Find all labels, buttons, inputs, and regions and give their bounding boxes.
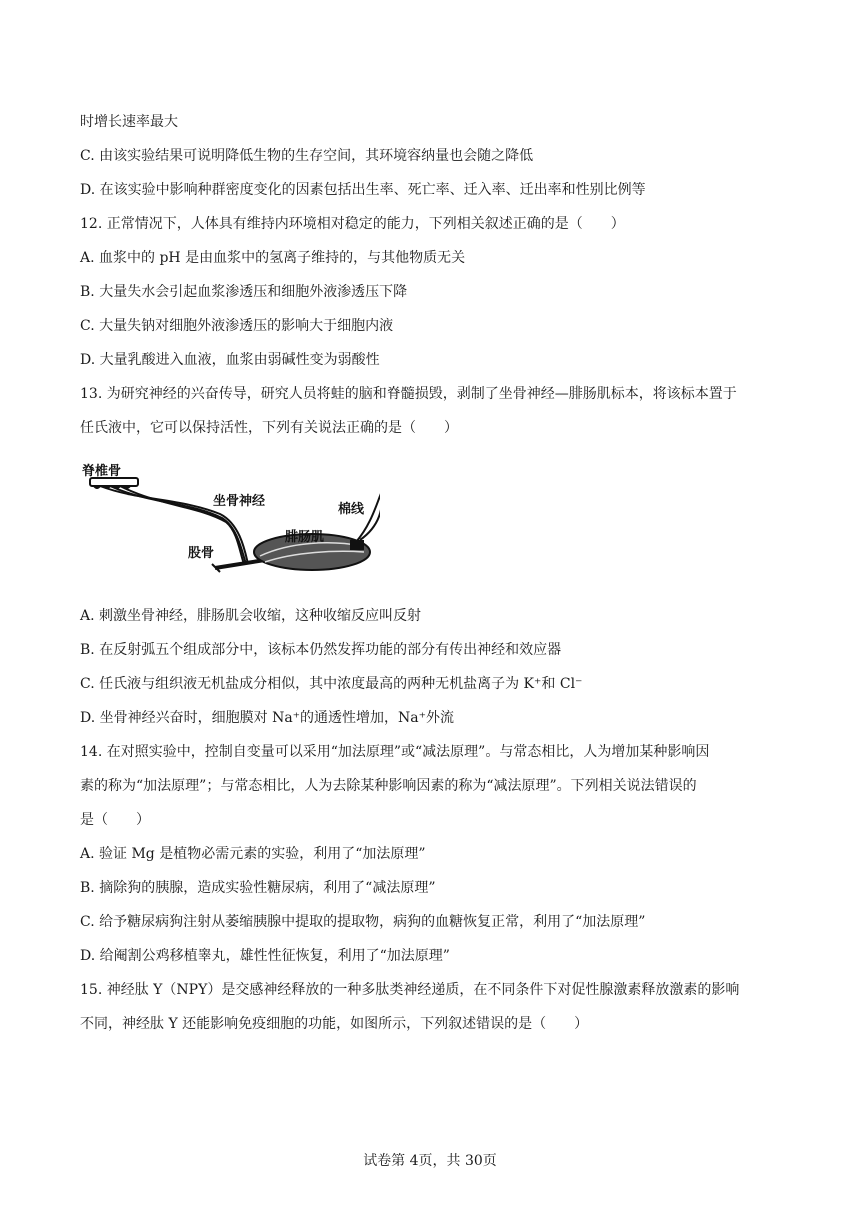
question-13: 13. 为研究神经的兴奋传导，研究人员将蛙的脑和脊髓损毁，剥制了坐骨神经—腓肠肌标本，将该标本置于 [80,386,737,402]
option-a: A. 验证 Mg 是植物必需元素的实验，利用了“加法原理” [80,846,426,862]
question-13-cont: 任氏液中，它可以保持活性，下列有关说法正确的是（ ） [80,420,458,436]
question-14-cont: 素的称为“加法原理”；与常态相比，人为去除某种影响因素的称为“减法原理”。下列相关说法错误的 [80,778,697,794]
question-12: 12. 正常情况下，人体具有维持内环境相对稳定的能力，下列相关叙述正确的是（ ） [80,216,625,232]
option-b: B. 在反射弧五个组成部分中，该标本仍然发挥功能的部分有传出神经和效应器 [80,642,562,658]
option-c: C. 任氏液与组织液无机盐成分相似，其中浓度最高的两种无机盐离子为 K⁺和 Cl⁻ [80,676,583,692]
option-d: D. 给阉割公鸡移植睾丸，雄性性征恢复，利用了“加法原理” [80,948,450,964]
label-sciatic-nerve: 坐骨神经 [213,494,266,509]
question-14-cont: 是（ ） [80,812,150,828]
option-d: D. 在该实验中影响种群密度变化的因素包括出生率、死亡率、迁入率、迁出率和性别比例等 [80,182,646,198]
option-b: B. 大量失水会引起血浆渗透压和细胞外液渗透压下降 [80,284,408,300]
label-gastrocnemius: 腓肠肌 [285,530,325,545]
page-footer: 试卷第 4页，共 30页 [363,1153,497,1169]
label-femur: 股骨 [188,546,215,561]
question-14: 14. 在对照实验中，控制自变量可以采用“加法原理”或“减法原理”。与常态相比，人为增加某种影响因 [80,744,710,760]
specimen-drawing [80,456,380,581]
option-a: A. 血浆中的 pH 是由血浆中的氢离子维持的，与其他物质无关 [80,250,466,266]
option-c: C. 给予糖尿病狗注射从萎缩胰腺中提取的提取物，病狗的血糖恢复正常，利用了“加法原理” [80,914,646,930]
label-spine: 脊椎骨 [82,464,122,479]
question-15-cont: 不同，神经肽 Y 还能影响免疫细胞的功能，如图所示，下列叙述错误的是（ ） [80,1016,589,1032]
text-line: 时增长速率最大 [80,114,178,130]
question-15: 15. 神经肽 Y（NPY）是交感神经释放的一种多肽类神经递质，在不同条件下对促性腺激素释放激素的影响 [80,982,740,998]
option-b: B. 摘除狗的胰腺，造成实验性糖尿病，利用了“减法原理” [80,880,436,896]
specimen-figure [80,456,380,581]
label-cotton-thread: 棉线 [338,502,365,517]
option-a: A. 刺激坐骨神经，腓肠肌会收缩，这种收缩反应叫反射 [80,608,422,624]
option-c: C. 由该实验结果可说明降低生物的生存空间，其环境容纳量也会随之降低 [80,148,534,164]
option-d: D. 大量乳酸进入血液，血浆由弱碱性变为弱酸性 [80,352,380,368]
option-d: D. 坐骨神经兴奋时，细胞膜对 Na⁺的通透性增加，Na⁺外流 [80,710,455,726]
option-c: C. 大量失钠对细胞外液渗透压的影响大于细胞内液 [80,318,394,334]
